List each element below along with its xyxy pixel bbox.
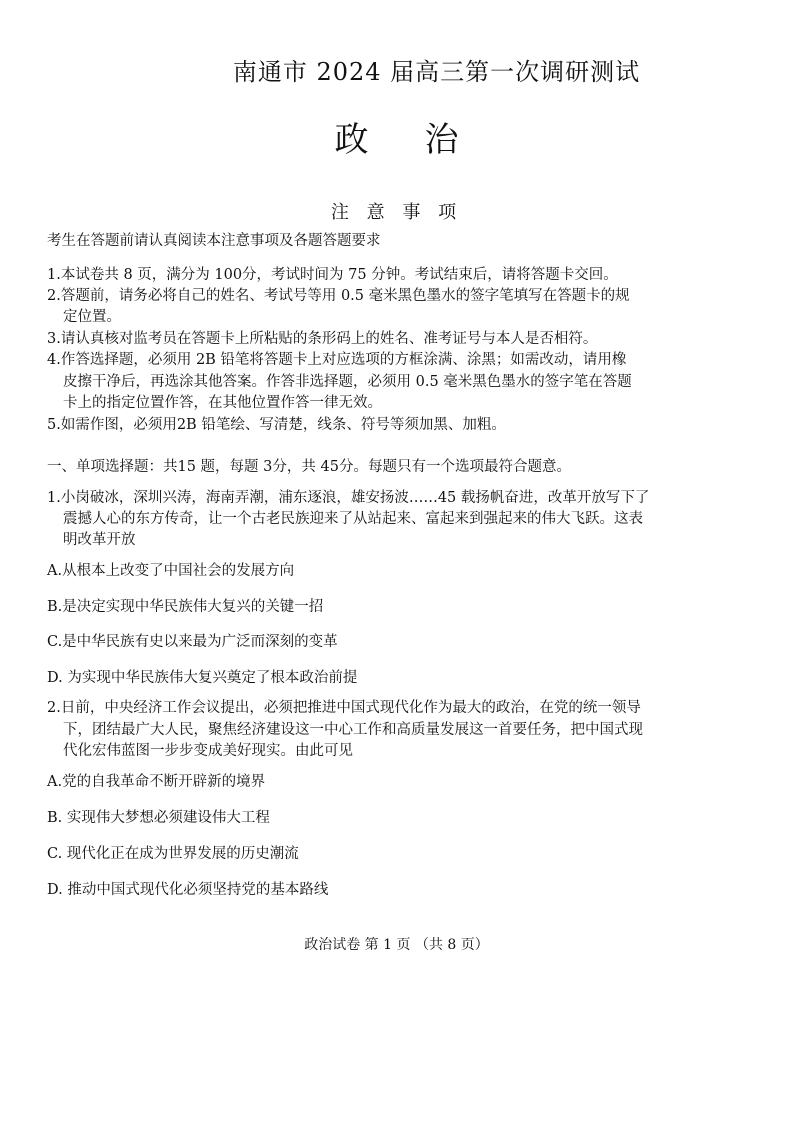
question-2-option-d: D. 推动中国式现代化必须坚持党的基本路线: [47, 882, 329, 898]
question-1-option-d: D. 为实现中华民族伟大复兴奠定了根本政治前提: [47, 670, 358, 686]
notice-item-3: 3.请认真核对监考员在答题卡上所粘贴的条形码上的姓名、准考证号与本人是否相符。: [47, 331, 598, 347]
notice-item-1: 1.本试卷共 8 页，满分为 100分，考试时间为 75 分钟。考试结束后，请将答题卡交回。: [47, 267, 618, 283]
notice-item-4-cont-2: 卡上的指定位置作答，在其他位置作答一律无效。: [63, 395, 382, 411]
page-footer: 政治试卷 第 1 页 （共 8 页）: [304, 937, 489, 953]
notice-item-4: 4.作答选择题，必须用 2B 铅笔将答题卡上对应选项的方框涂满、涂黑；如需改动，请用橡: [47, 352, 627, 368]
notice-intro: 考生在答题前请认真阅读本注意事项及各题答题要求: [47, 233, 381, 249]
notice-item-4-cont-1: 皮擦干净后，再选涂其他答案。作答非选择题，必须用 0.5 毫米黑色墨水的签字笔在答题: [63, 374, 632, 390]
notice-heading: 注 意 事 项: [330, 202, 463, 223]
question-1-option-c: C.是中华民族有史以来最为广泛而深刻的变革: [47, 634, 338, 650]
subject-char-1: 政: [334, 120, 369, 160]
question-1-stem-line-2: 震撼人心的东方传奇，让一个古老民族迎来了从站起来、富起来到强起来的伟大飞跃。这表: [63, 511, 643, 527]
notice-item-2: 2.答题前，请务必将自己的姓名、考试号等用 0.5 毫米黑色墨水的签字笔填写在答题卡的规: [47, 288, 630, 304]
notice-item-5: 5.如需作图，必须用2B 铅笔绘、写清楚，线条、符号等须加黑、加粗。: [47, 417, 506, 433]
question-1-option-a: A.从根本上改变了中国社会的发展方向: [47, 563, 295, 579]
question-2-option-a: A.党的自我革命不断开辟新的境界: [47, 774, 266, 790]
question-2-option-c: C. 现代化正在成为世界发展的历史潮流: [47, 846, 299, 862]
subject-char-2: 治: [424, 120, 459, 160]
subject-title: [0, 112, 793, 161]
question-1-stem-line-3: 明改革开放: [63, 532, 136, 548]
question-2-stem-line-3: 代化宏伟蓝图一步步变成美好现实。由此可见: [63, 743, 353, 759]
question-2-option-b: B. 实现伟大梦想必须建设伟大工程: [47, 810, 270, 826]
question-2-stem-line-2: 下，团结最广大人民，聚焦经济建设这一中心工作和高质量发展这一首要任务，把中国式现: [63, 722, 643, 738]
question-1-option-b: B.是决定实现中华民族伟大复兴的关键一招: [47, 599, 324, 615]
notice-item-2-cont: 定位置。: [63, 309, 121, 325]
question-2-stem-line-1: 2.日前，中央经济工作会议提出，必须把推进中国式现代化作为最大的政治，在党的统一领导: [47, 700, 641, 716]
exam-title: 南通市 2024 届高三第一次调研测试: [232, 58, 641, 86]
question-1-stem-line-1: 1.小岗破冰，深圳兴涛，海南弄潮，浦东逐浪，雄安扬波……45 载扬帆奋进，改革开放写下了: [47, 490, 650, 506]
section-heading: 一、单项选择题：共15 题，每题 3分，共 45分。每题只有一个选项最符合题意。: [47, 459, 571, 475]
